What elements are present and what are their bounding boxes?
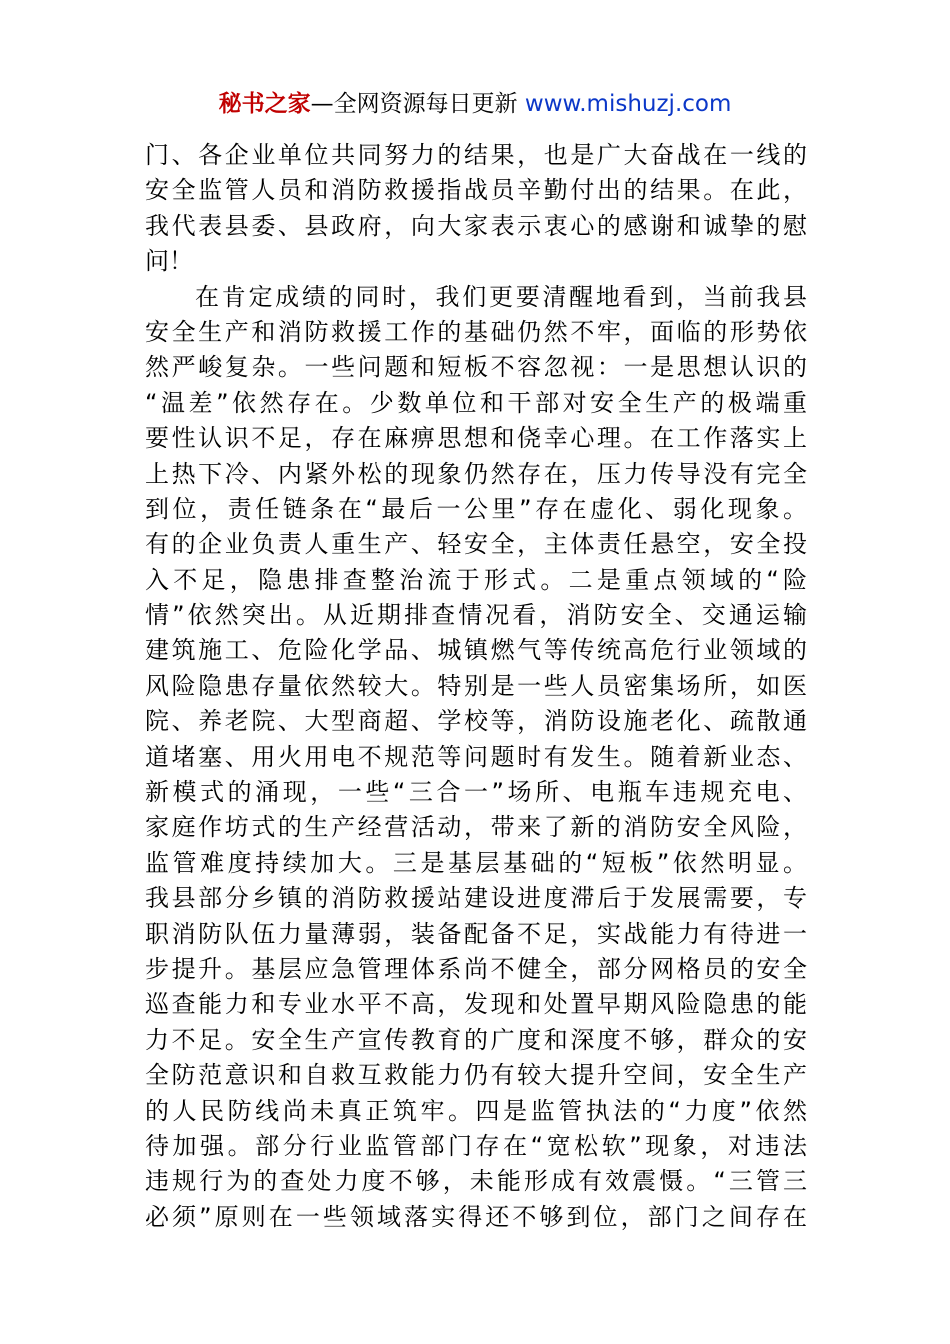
text-line: 上热下冷、内紧外松的现象仍然存在，压力传导没有完全 [145,459,807,488]
text-line: 情”依然突出。从近期排查情况看，消防安全、交通运输 [145,601,807,630]
site-slogan: —全网资源每日更新 [310,91,525,117]
text-line: 建筑施工、危险化学品、城镇燃气等传统高危行业领域的 [145,636,807,665]
text-line: 的人民防线尚未真正筑牢。四是监管执法的“力度”依然 [145,1096,807,1125]
text-line: 风险隐患存量依然较大。特别是一些人员密集场所，如医 [145,671,807,700]
text-line: 全防范意识和自救互救能力仍有较大提升空间，安全生产 [145,1061,807,1090]
text-line: 监管难度持续加大。三是基层基础的“短板”依然明显。 [145,848,807,877]
text-line: 到位，责任链条在“最后一公里”存在虚化、弱化现象。 [145,494,807,523]
text-line: 违规行为的查处力度不够，未能形成有效震慑。“三管三 [145,1167,807,1196]
text-line: 巡查能力和专业水平不高，发现和处置早期风险隐患的能 [145,990,807,1019]
text-line: 要性认识不足，存在麻痹思想和侥幸心理。在工作落实上 [145,424,807,453]
text-line: 新模式的涌现，一些“三合一”场所、电瓶车违规充电、 [145,778,807,807]
text-line: 力不足。安全生产宣传教育的广度和深度不够，群众的安 [145,1025,807,1054]
text-line: 步提升。基层应急管理体系尚不健全，部分网格员的安全 [145,954,807,983]
site-url-link[interactable]: www.mishuzj.com [524,91,732,117]
text-line: 我代表县委、县政府，向大家表示衷心的感谢和诚挚的慰 [145,211,807,240]
document-body [145,138,807,1235]
text-line: 有的企业负责人重生产、轻安全，主体责任悬空，安全投 [145,530,807,559]
text-line: 道堵塞、用火用电不规范等问题时有发生。随着新业态、 [145,742,807,771]
text-line: 安全监管人员和消防救援指战员辛勤付出的结果。在此， [145,176,807,205]
paragraph-first-line: 在肯定成绩的同时，我们更要清醒地看到，当前我县 [195,282,807,311]
text-line: 入不足，隐患排查整治流于形式。二是重点领域的“险 [145,565,807,594]
text-line: 安全生产和消防救援工作的基础仍然不牢，面临的形势依 [145,317,807,346]
text-line: 然严峻复杂。一些问题和短板不容忽视：一是思想认识的 [145,353,807,382]
text-line: 家庭作坊式的生产经营活动，带来了新的消防安全风险， [145,813,807,842]
text-line: 我县部分乡镇的消防救援站建设进度滞后于发展需要，专 [145,884,807,913]
text-line: 必须”原则在一些领域落实得还不够到位，部门之间存在 [145,1202,807,1231]
text-line: 问！ [145,247,193,276]
text-line: 院、养老院、大型商超、学校等，消防设施老化、疏散通 [145,707,807,736]
text-line: 门、各企业单位共同努力的结果，也是广大奋战在一线的 [145,141,807,169]
site-brand: 秘书之家 [218,91,311,117]
text-line: “温差”依然存在。少数单位和干部对安全生产的极端重 [145,388,807,417]
text-line: 待加强。部分行业监管部门存在“宽松软”现象，对违法 [145,1131,807,1160]
text-line: 职消防队伍力量薄弱，装备配备不足，实战能力有待进一 [145,919,807,948]
site-header [0,88,950,120]
